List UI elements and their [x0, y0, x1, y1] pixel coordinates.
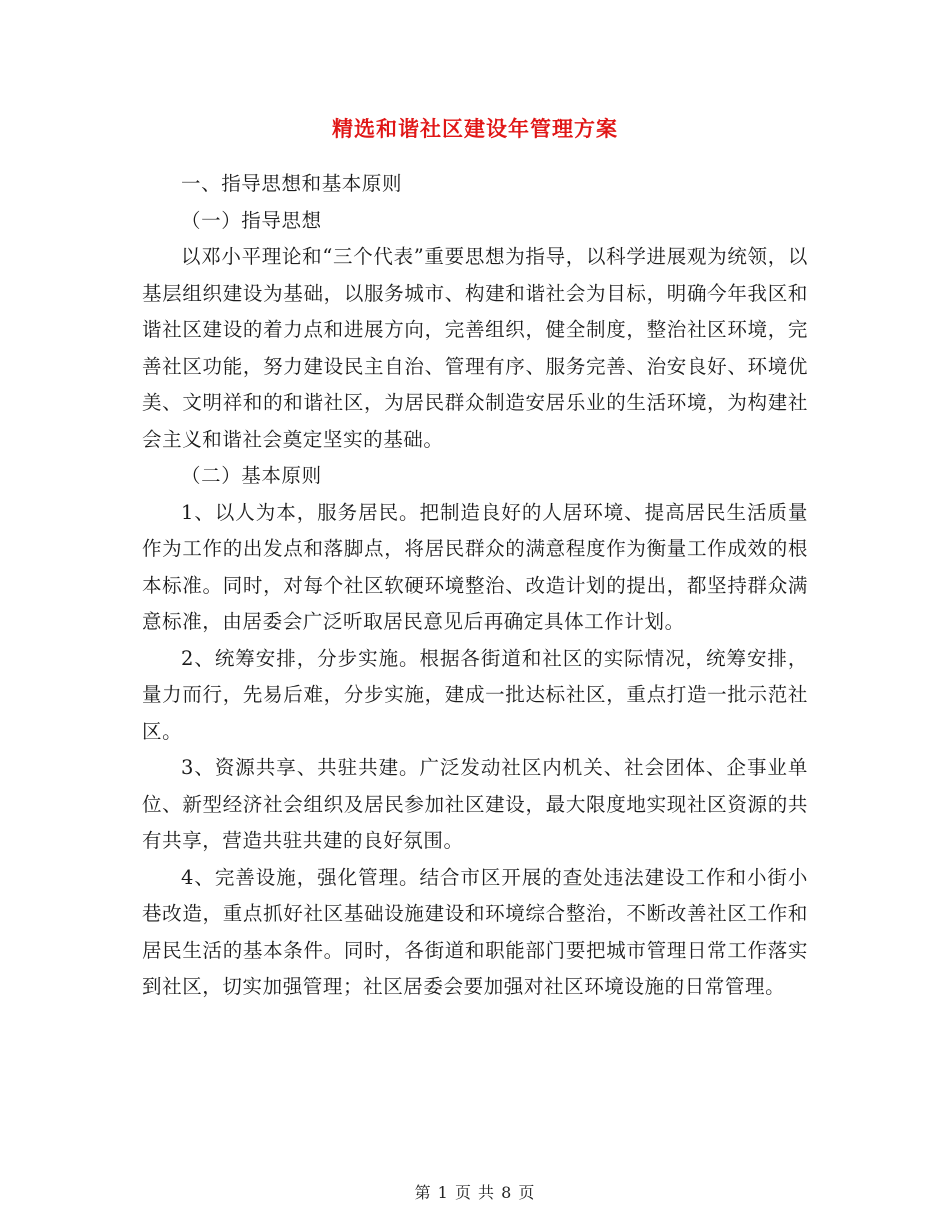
subsection-heading-basic-principles: （二）基本原则: [181, 464, 322, 487]
paragraph-principle-1: 1、以人为本，服务居民。把制造良好的人居环境、提高居民生活质量作为工作的出发点和落脚点，将居民群众的满意程度作为衡量工作成效的根本标准。同时，对每个社区软硬环境整治、改造计划的提出，都坚持群众满意标准，由居委会广泛听取居民意见后再确定具体工作计划。: [142, 500, 808, 633]
document-body: [142, 166, 808, 1006]
page-number-footer: 第 1 页 共 8 页: [414, 1183, 536, 1202]
document-title: 精选和谐社区建设年管理方案: [332, 116, 618, 141]
paragraph-guiding-ideology: 以邓小平理论和“三个代表”重要思想为指导，以科学进展观为统领，以基层组织建设为基础，以服务城市、构建和谐社会为目标，明确今年我区和谐社区建设的着力点和进展方向，完善组织，健全制度，整治社区环境，完善社区功能，努力建设民主自治、管理有序、服务完善、治安良好、环境优美、文明祥和的和谐社区，为居民群众制造安居乐业的生活环境，为构建社会主义和谐社会奠定坚实的基础。: [142, 245, 808, 451]
subsection-heading-guiding-ideology: （一）指导思想: [181, 208, 322, 232]
paragraph-principle-4: 4、完善设施，强化管理。结合市区开展的查处违法建设工作和小街小巷改造，重点抓好社区基础设施建设和环境综合整治，不断改善社区工作和居民生活的基本条件。同时，各街道和职能部门要把城市管理日常工作落实到社区，切实加强管理；社区居委会要加强对社区环境设施的日常管理。: [142, 865, 808, 998]
paragraph-principle-3: 3、资源共享、共驻共建。广泛发动社区内机关、社会团体、企事业单位、新型经济社会组织及居民参加社区建设，最大限度地实现社区资源的共有共享，营造共驻共建的良好氛围。: [142, 756, 808, 852]
paragraph-principle-2: 2、统筹安排，分步实施。根据各街道和社区的实际情况，统筹安排，量力而行，先易后难，分步实施，建成一批达标社区，重点打造一批示范社区。: [142, 646, 808, 743]
section-heading-1: 一、指导思想和基本原则: [181, 172, 403, 195]
